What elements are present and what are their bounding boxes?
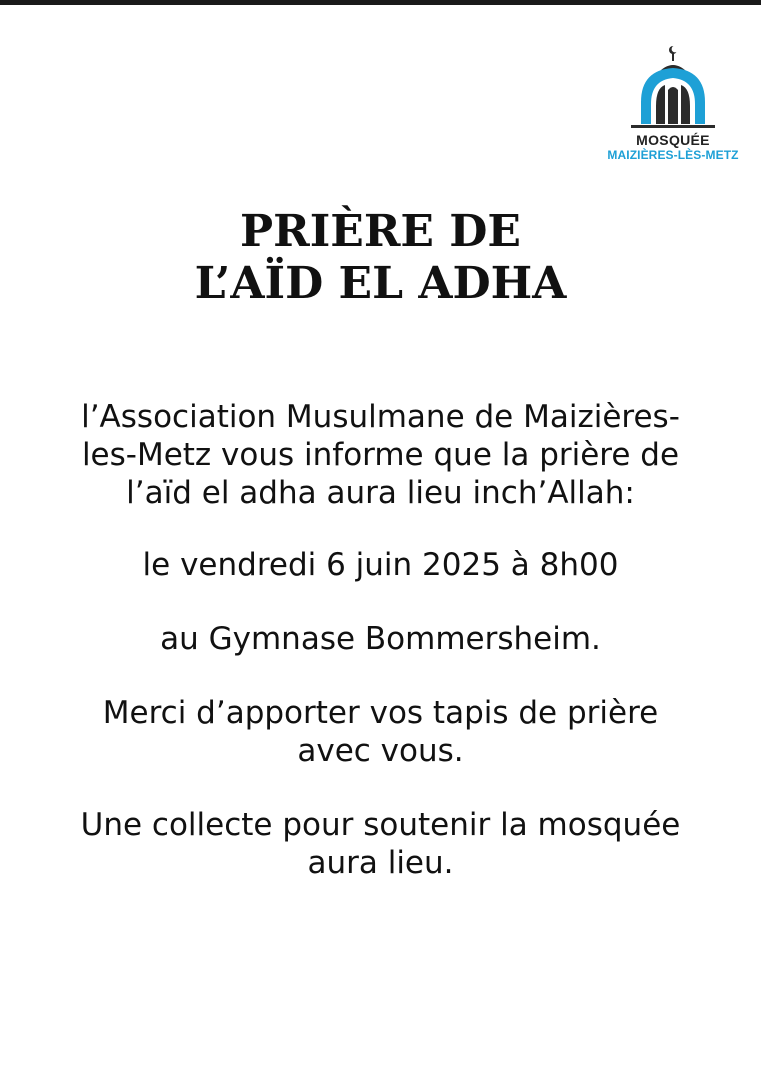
collect-line1: Une collecte pour soutenir la mosquée [80,807,681,843]
carpets-paragraph [20,694,741,770]
intro-line3: l’aïd el adha aura lieu inch’Allah: [126,475,635,511]
collect-line2: aura lieu. [307,845,454,881]
top-border [0,0,761,5]
logo-name-line2: MAIZIÈRES-LÈS-METZ [607,148,739,162]
title-line2: L’AÏD EL ADHA [194,258,567,309]
carpets-line2: avec vous. [297,733,464,769]
date-paragraph [20,546,741,584]
intro-line2: les-Metz vous informe que la prière de [81,437,680,473]
title-line1: PRIÈRE DE [240,206,521,257]
collect-paragraph [20,806,741,882]
carpets-line1: Merci d’apporter vos tapis de prière [102,695,659,731]
logo-name-line1: MOSQUÉE [636,132,710,148]
date-text: le vendredi 6 juin 2025 à 8h00 [142,547,619,583]
mosque-logo [602,44,744,168]
intro-line1: l’Association Musulmane de Maizières- [81,399,680,435]
place-paragraph [20,620,741,658]
mosque-dome-icon [625,44,721,130]
place-text: au Gymnase Bommersheim. [160,621,601,657]
page-title [0,206,761,310]
intro-paragraph [20,398,741,512]
